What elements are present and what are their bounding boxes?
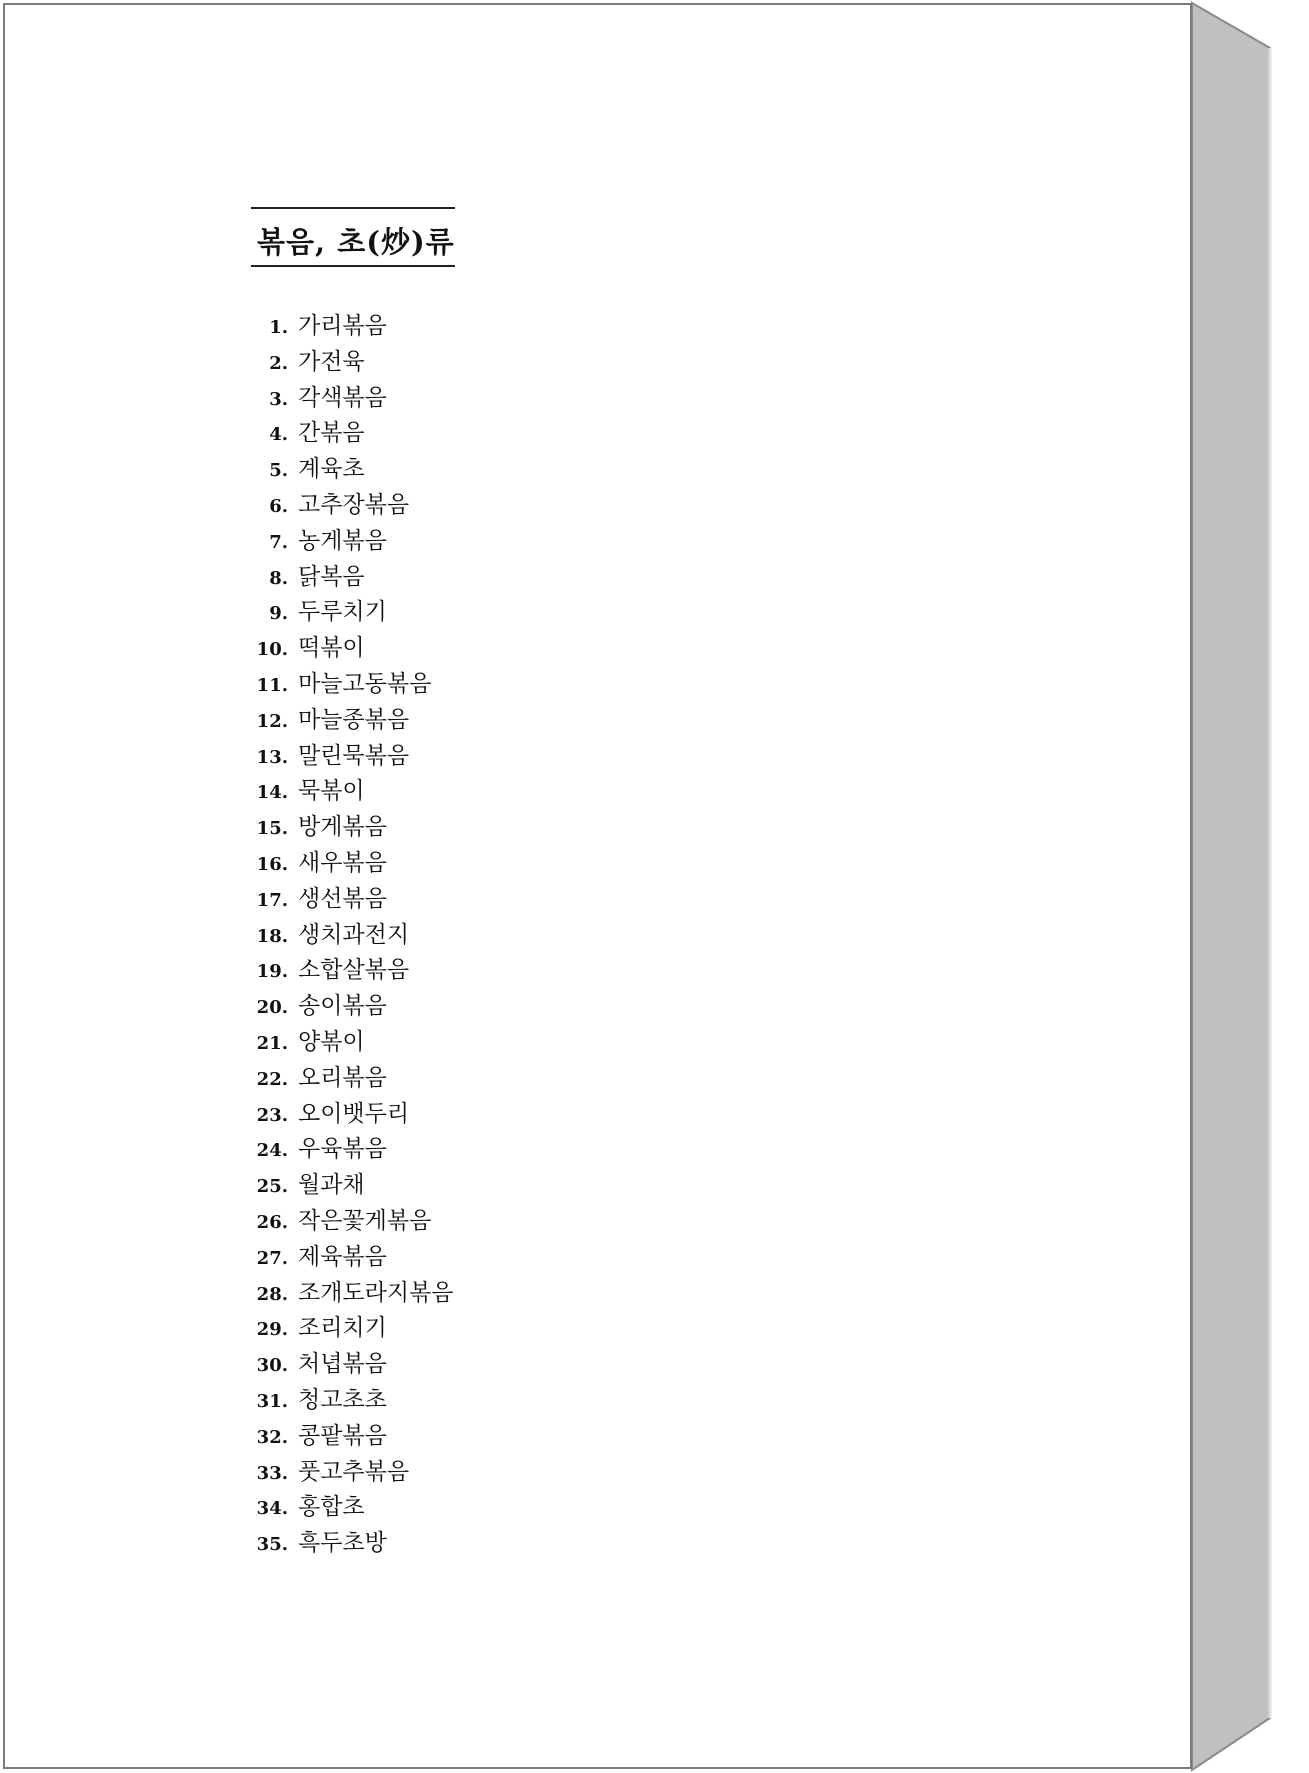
item-number: 18. [256,925,288,947]
item-name: 새우볶음 [298,849,387,876]
item-name: 소합살볶음 [298,957,410,984]
list-item [250,560,454,596]
page-title: 볶음, 초(炒)류 [257,225,455,259]
list-item [250,381,454,417]
item-name: 조개도라지볶음 [298,1279,454,1306]
item-number: 22. [256,1068,288,1090]
item-name: 풋고추볶음 [298,1458,410,1485]
list-item [250,1132,454,1168]
item-name: 조리치기 [298,1315,387,1342]
item-name: 묵볶이 [298,778,365,805]
list-item [250,1526,454,1562]
item-name: 오이뱃두리 [298,1100,410,1127]
list-item [250,488,454,524]
list-item [250,1025,454,1061]
item-name: 간볶음 [298,420,365,447]
list-item [250,1168,454,1204]
item-number: 21. [256,1032,288,1054]
item-name: 청고초초 [298,1386,387,1413]
item-name: 처녑볶음 [298,1351,387,1378]
page-sheet [3,3,1192,1769]
item-number: 28. [256,1283,288,1305]
item-name: 두루치기 [298,599,387,626]
item-number: 13. [256,746,288,768]
item-number: 3. [269,388,288,410]
item-number: 16. [256,853,288,875]
item-name: 말린묵볶음 [298,742,410,769]
item-number: 4. [269,424,288,446]
recipe-list [250,309,454,1562]
list-item [250,345,454,381]
list-item [250,667,454,703]
item-number: 20. [256,997,288,1019]
item-number: 29. [256,1319,288,1341]
item-name: 우육볶음 [298,1136,387,1163]
item-number: 14. [256,782,288,804]
item-number: 12. [256,710,288,732]
item-name: 홍합초 [298,1494,365,1521]
list-item [250,703,454,739]
item-number: 6. [269,495,288,517]
item-name: 오리볶음 [298,1064,387,1091]
list-item [250,989,454,1025]
item-name: 마늘고동볶음 [298,670,432,697]
item-name: 제육볶음 [298,1243,387,1270]
item-name: 작은꽃게볶음 [298,1207,432,1234]
item-name: 가리볶음 [298,313,387,339]
list-item [250,1061,454,1097]
item-name: 생치과전지 [298,921,410,948]
list-item [250,309,454,345]
list-item [250,1097,454,1133]
item-number: 27. [256,1247,288,1269]
list-item [250,1383,454,1419]
item-number: 32. [256,1426,288,1448]
item-number: 26. [256,1211,288,1233]
item-number: 19. [256,961,288,983]
list-item [250,1419,454,1455]
item-name: 방게볶음 [298,814,387,841]
list-item [250,524,454,560]
item-number: 9. [269,603,288,625]
item-number: 31. [256,1390,288,1412]
list-item [250,1455,454,1491]
list-item [250,452,454,488]
item-name: 계육초 [298,456,365,483]
list-item [250,1204,454,1240]
item-number: 23. [256,1104,288,1126]
item-number: 35. [256,1534,288,1556]
list-item [250,1311,454,1347]
item-name: 마늘종볶음 [298,706,410,733]
item-number: 5. [269,460,288,482]
list-item [250,416,454,452]
list-item [250,1276,454,1312]
item-name: 송이볶음 [298,993,387,1020]
item-name: 생선볶음 [298,885,387,912]
item-number: 7. [269,531,288,553]
list-item [250,953,454,989]
list-item [250,595,454,631]
item-number: 34. [256,1498,288,1520]
item-name: 떡볶이 [298,635,365,662]
list-item [250,1347,454,1383]
item-number: 10. [256,639,288,661]
item-number: 11. [256,674,288,696]
item-number: 30. [256,1355,288,1377]
item-name: 가전육 [298,348,365,375]
item-name: 농게볶음 [298,527,387,554]
item-name: 고추장볶음 [298,491,410,518]
list-item [250,774,454,810]
item-number: 25. [256,1176,288,1198]
item-name: 콩팥볶음 [298,1422,387,1449]
item-number: 8. [269,567,288,589]
list-item [250,918,454,954]
item-name: 흑두초방 [298,1530,387,1557]
item-number: 15. [256,818,288,840]
item-number: 33. [256,1462,288,1484]
list-item [250,1490,454,1526]
item-number: 1. [269,317,288,338]
item-number: 2. [269,352,288,374]
list-item [250,882,454,918]
list-item [250,631,454,667]
list-item [250,846,454,882]
list-item [250,810,454,846]
section-title-block [251,207,455,267]
item-number: 24. [256,1140,288,1162]
item-name: 각색볶음 [298,384,387,411]
item-number: 17. [256,889,288,911]
item-name: 월과채 [298,1172,365,1199]
item-name: 양볶이 [298,1028,365,1055]
list-item [250,739,454,775]
list-item [250,1240,454,1276]
item-name: 닭복음 [298,563,365,590]
